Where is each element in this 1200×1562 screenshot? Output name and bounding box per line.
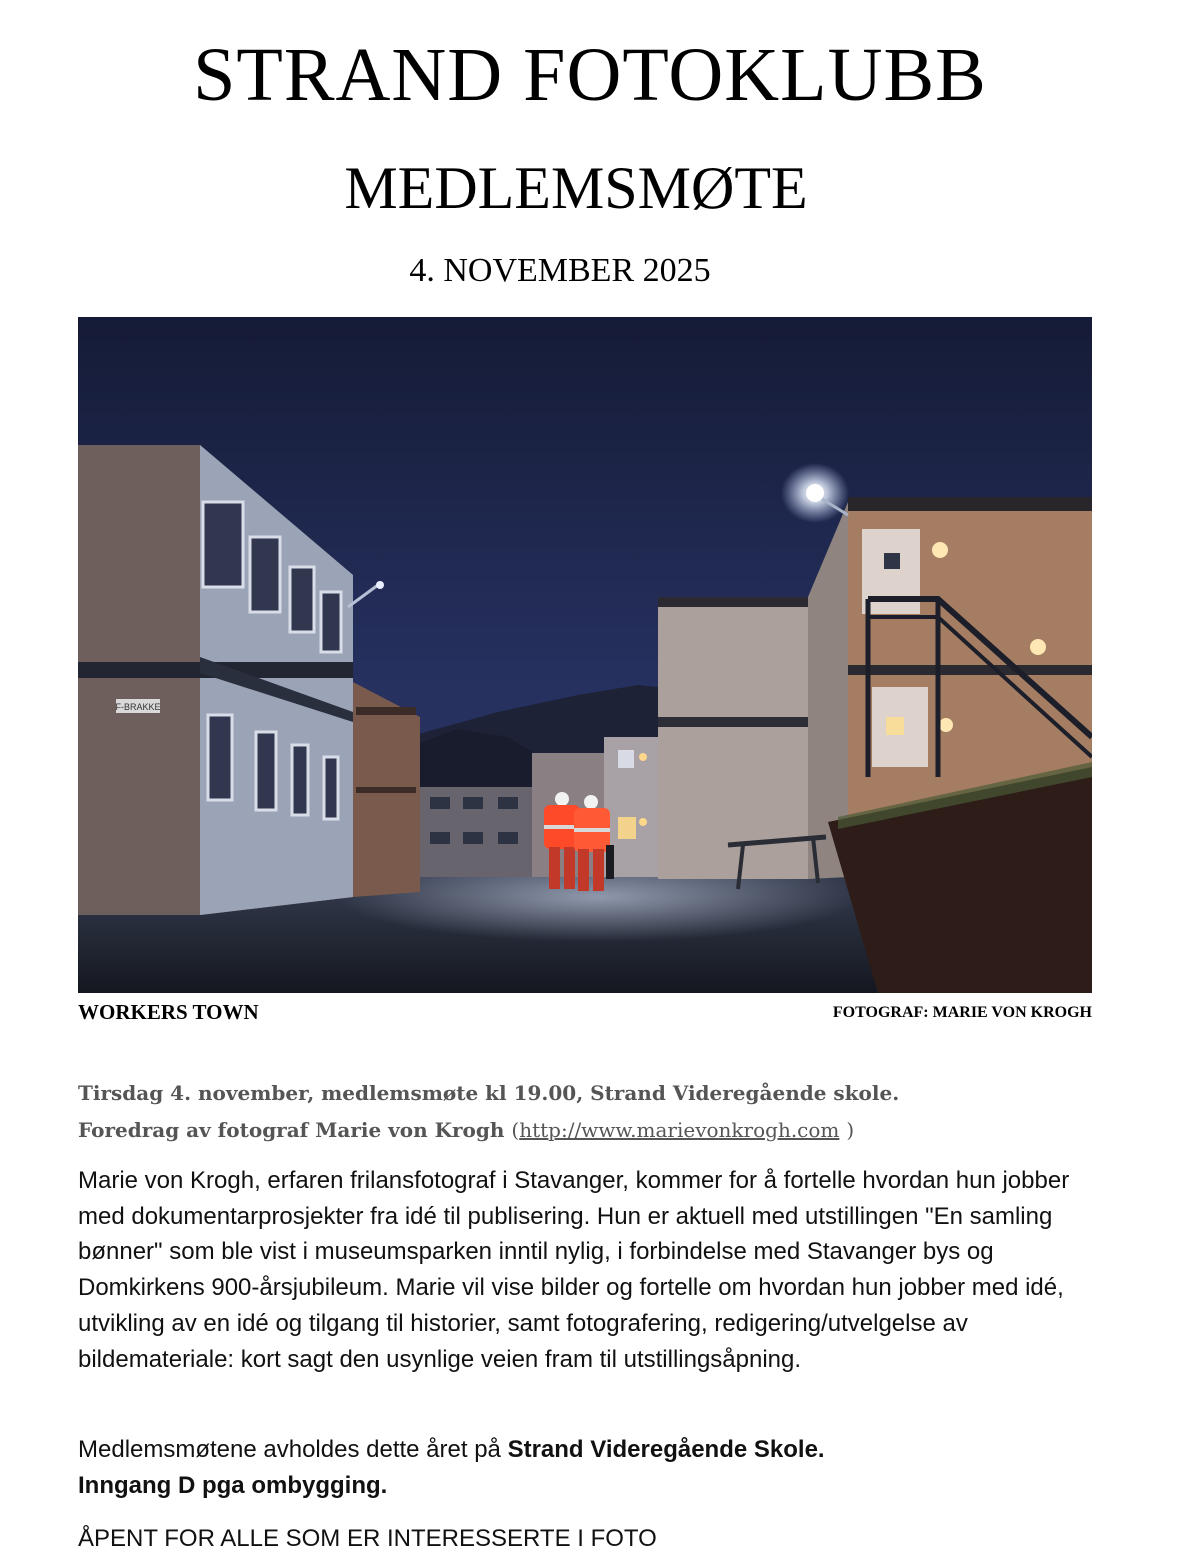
photo-title: WORKERS TOWN <box>78 1000 259 1024</box>
event-date: 4. NOVEMBER 2025 <box>409 252 711 289</box>
speaker-description: Marie von Krogh, erfaren frilansfotograf i Stavanger, kommer for å fortelle hvordan hun jobber med dokumentarprosjekter fra idé til publisering. Hun er aktuell med utstillingen "En samling bønner" som ble vist i museumsparken inntil nylig, i forbindelse med Stavanger bys og Domkirkens 900-årsjubileum. Marie vil vise bilder og fortelle om hvordan hun jobber med idé, utvikling av en idé og tilgang til historier, samt fotografering, redigering/utvelgelse av bildemateriale: kort sagt den usynlige veien fram til utstillingsåpning. <box>78 1167 1070 1373</box>
paren-open: ( <box>511 1118 520 1142</box>
venue-name: Strand Videregående Skole. <box>507 1436 825 1463</box>
venue-intro: Medlemsmøtene avholdes dette året på <box>78 1436 501 1463</box>
talk-line <box>78 1112 1108 1149</box>
speaker-website-link[interactable]: http://www.marievonkrogh.com <box>519 1118 840 1142</box>
photo-credit: FOTOGRAF: MARIE VON KROGH <box>832 1004 1092 1021</box>
club-title: STRAND FOTOKLUBB <box>193 33 987 117</box>
featured-photo <box>78 317 1092 993</box>
talk-speaker: Foredrag av fotograf Marie von Krogh <box>78 1118 505 1142</box>
venue-info <box>78 1432 1098 1503</box>
event-time-location: Tirsdag 4. november, medlemsmøte kl 19.00, Strand Videregående skole. <box>78 1081 900 1105</box>
workers-town-photo <box>78 317 1092 993</box>
open-to-all-notice: ÅPENT FOR ALLE SOM ER INTERESSERTE I FOTO <box>78 1525 657 1552</box>
venue-entrance: Inngang D pga ombygging. <box>78 1471 388 1499</box>
building-sign: F-BRAKKE <box>115 702 161 712</box>
paren-close: ) <box>846 1118 855 1142</box>
event-summary <box>78 1075 1108 1149</box>
event-heading: MEDLEMSMØTE <box>344 155 808 221</box>
